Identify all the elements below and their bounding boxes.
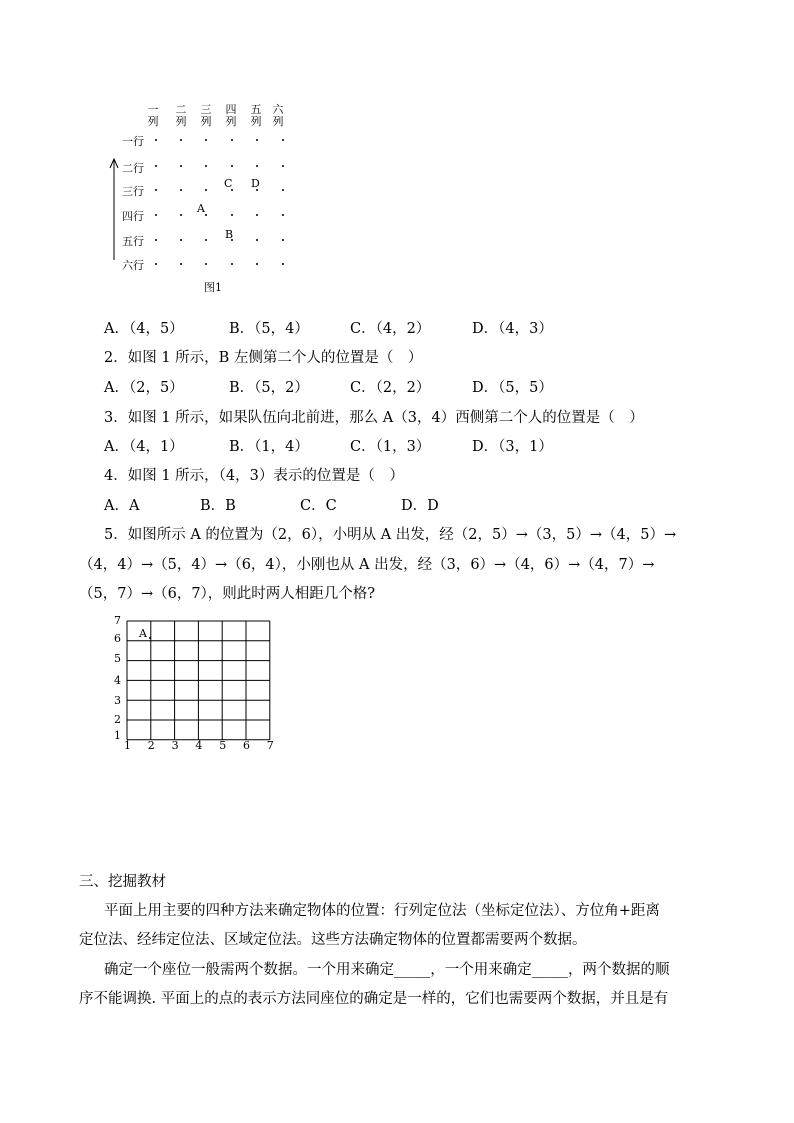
seat-dot xyxy=(205,165,207,167)
row-label-5: 五行 xyxy=(122,235,144,248)
grid-lines xyxy=(127,621,270,740)
seat-dot xyxy=(231,139,233,141)
row-label-4: 四行 xyxy=(122,210,144,223)
section-3-paragraph-1-line-2: 定位法、经纬定位法、区域定位法。这些方法确定物体的位置都需要两个数据。 xyxy=(79,932,587,948)
grid-point-a xyxy=(149,637,151,639)
q1-option-d: D．（4，3） xyxy=(472,321,553,337)
seat-dot xyxy=(231,165,233,167)
label-d: D xyxy=(251,177,260,190)
grid-y-label: 2 xyxy=(114,713,121,726)
grid-y-label: 7 xyxy=(114,614,121,627)
section-3-paragraph-2-line-1: 确定一个座位一般需两个数据。一个用来确定_____，一个用来确定_____，两个数据的顺 xyxy=(104,962,670,978)
q3-option-a: A．（4，1） xyxy=(104,439,184,455)
q2-option-a: A．（2，5） xyxy=(104,380,184,396)
grid-x-label: 4 xyxy=(195,739,203,752)
seat-dot xyxy=(180,214,182,216)
q1-option-c: C．（4，2） xyxy=(350,321,431,337)
q3-option-b: B．（1，4） xyxy=(229,439,309,455)
section-3-paragraph-2-line-2: 序不能调换. 平面上的点的表示方法同座位的确定是一样的，它们也需要两个数据，并且是有 xyxy=(79,991,669,1007)
seat-dot xyxy=(256,263,258,265)
seat-dot xyxy=(282,139,284,141)
grid-x-label: 1 xyxy=(124,739,131,752)
seat-dot xyxy=(282,263,284,265)
column-header-3: 三 列 xyxy=(200,103,212,128)
seat-dot xyxy=(155,139,157,141)
grid-x-label: 7 xyxy=(266,739,274,752)
seat-dot xyxy=(205,214,207,216)
coordinate-grid xyxy=(110,612,280,754)
column-header-1: 一 列 xyxy=(147,103,159,128)
grid-point-a-label: A xyxy=(139,627,147,640)
q2-option-b: B．（5，2） xyxy=(229,380,309,396)
label-b: B xyxy=(225,228,234,241)
question-5-line-1: 5．如图所示 A 的位置为（2，6），小明从 A 出发，经（2，5）→（3，5）→（4，5）→ xyxy=(104,527,677,543)
seat-dot xyxy=(256,139,258,141)
seat-dot xyxy=(256,165,258,167)
seat-dot xyxy=(282,214,284,216)
q4-option-b: B．B xyxy=(200,498,236,514)
grid-x-label: 3 xyxy=(171,739,179,752)
seat-dot xyxy=(180,139,182,141)
seat-dot xyxy=(155,214,157,216)
row-label-2: 二行 xyxy=(122,162,144,175)
seat-dot xyxy=(155,189,157,191)
row-label-1: 一行 xyxy=(122,135,144,148)
q4-option-d: D．D xyxy=(401,498,439,514)
row-label-3: 三行 xyxy=(122,185,144,198)
q4-option-c: C．C xyxy=(300,498,337,514)
seat-dot xyxy=(180,165,182,167)
question-5-line-2: （4，4）→（5，4）→（6，4），小刚也从 A 出发，经（3，6）→（4，6）→（4，7）→ xyxy=(79,557,655,573)
grid-y-label: 1 xyxy=(114,729,121,742)
grid-y-label: 3 xyxy=(114,694,121,707)
seat-dot xyxy=(282,239,284,241)
question-4-stem: 4．如图 1 所示，（4，3）表示的位置是（ ） xyxy=(104,468,404,484)
grid-x-label: 5 xyxy=(219,739,227,752)
seat-dot xyxy=(205,263,207,265)
grid-y-label: 6 xyxy=(114,632,121,645)
q4-option-a: A．A xyxy=(104,498,140,514)
column-header-5: 五 列 xyxy=(250,103,262,128)
q3-option-d: D．（3，1） xyxy=(472,439,553,455)
grid-x-label: 2 xyxy=(147,739,155,752)
north-arrow xyxy=(108,156,120,262)
row-label-6: 六行 xyxy=(122,259,144,272)
column-header-6: 六 列 xyxy=(272,103,284,128)
grid-y-label: 5 xyxy=(114,652,121,665)
q3-option-c: C．（1，3） xyxy=(350,439,431,455)
seat-dot xyxy=(282,189,284,191)
q1-option-a: A．（4，5） xyxy=(104,321,184,337)
seat-dot xyxy=(205,239,207,241)
seat-dot xyxy=(180,263,182,265)
grid-x-label: 6 xyxy=(243,739,250,752)
seat-dot xyxy=(231,214,233,216)
figure-caption: 图1 xyxy=(204,281,222,294)
section-3-paragraph-1-line-1: 平面上用主要的四种方法来确定物体的位置：行列定位法（坐标定位法）、方位角+距离 xyxy=(104,903,660,919)
seat-dot xyxy=(205,139,207,141)
question-5-line-3: （5，7）→（6，7），则此时两人相距几个格? xyxy=(79,586,376,602)
seat-dot xyxy=(155,263,157,265)
seat-dot xyxy=(282,165,284,167)
seat-dot xyxy=(256,239,258,241)
column-header-2: 二 列 xyxy=(175,103,187,128)
seat-dot xyxy=(205,189,207,191)
seat-dot xyxy=(231,263,233,265)
question-2-stem: 2．如图 1 所示，B 左侧第二个人的位置是（ ） xyxy=(104,350,423,366)
label-a: A xyxy=(197,202,205,215)
q2-option-d: D．（5，5） xyxy=(472,380,553,396)
q2-option-c: C．（2，2） xyxy=(350,380,431,396)
seat-dot xyxy=(155,165,157,167)
q1-option-b: B．（5，4） xyxy=(229,321,309,337)
section-3-heading: 三、挖掘教材 xyxy=(79,874,166,890)
label-c: C xyxy=(224,177,233,190)
seat-dot xyxy=(180,189,182,191)
question-3-stem: 3．如图 1 所示，如果队伍向北前进，那么 A（3，4）西侧第二个人的位置是（ ） xyxy=(104,410,644,426)
grid-y-label: 4 xyxy=(114,674,121,687)
seat-dot xyxy=(155,239,157,241)
seat-dot xyxy=(256,214,258,216)
seat-dot xyxy=(180,239,182,241)
column-header-4: 四 列 xyxy=(225,103,237,128)
